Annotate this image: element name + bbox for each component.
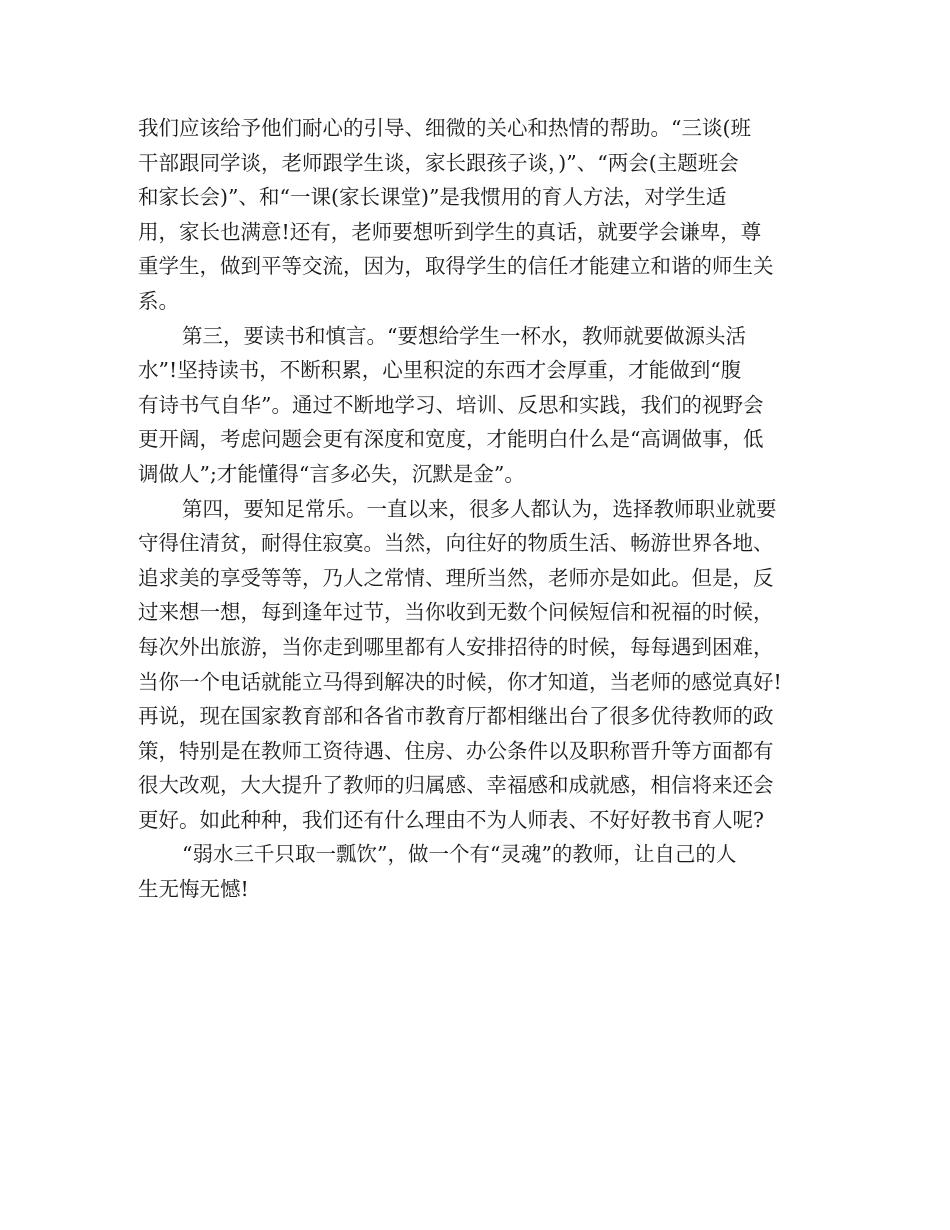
text-line: 每次外出旅游，当你走到哪里都有人安排招待的时候，每每遇到困难，	[138, 634, 774, 659]
text-line: 再说，现在国家教育部和各省市教育厅都相继出台了很多优待教师的政	[138, 704, 774, 729]
text-line: 系。	[138, 288, 179, 313]
text-line: 更好。如此种种，我们还有什么理由不为人师表、不好好教书育人呢?	[138, 807, 764, 832]
text-line: 策，特别是在教师工资待遇、住房、办公条件以及职称晋升等方面都有	[138, 738, 774, 763]
text-line: 干部跟同学谈，老师跟学生谈，家长跟孩子谈，)”、“两会(主题班会	[138, 150, 739, 175]
paragraph-start-line: “弱水三千只取一瓢饮”，做一个有“灵魂”的教师，让自己的人	[182, 842, 737, 867]
text-line: 调做人”;才能懂得“言多必失，沉默是金”。	[138, 461, 525, 486]
paragraph-start-line: 第三，要读书和慎言。“要想给学生一杯水，教师就要做源头活	[182, 323, 746, 348]
text-line: 守得住清贫，耐得住寂寞。当然，向往好的物质生活、畅游世界各地、	[138, 531, 774, 556]
text-line: 更开阔，考虑问题会更有深度和宽度，才能明白什么是“高调做事，低	[138, 427, 764, 452]
text-line: 很大改观，大大提升了教师的归属感、幸福感和成就感，相信将来还会	[138, 773, 774, 798]
paragraph-start-line: 第四，要知足常乐。一直以来，很多人都认为，选择教师职业就要	[182, 496, 777, 521]
text-line: 重学生，做到平等交流，因为，取得学生的信任才能建立和谐的师生关	[138, 254, 774, 279]
body-text	[138, 111, 818, 907]
text-line: 追求美的享受等等，乃人之常情、理所当然，老师亦是如此。但是，反	[138, 565, 774, 590]
text-line: 有诗书气自华”。通过不断地学习、培训、反思和实践，我们的视野会	[138, 392, 764, 417]
text-line: 过来想一想，每到逢年过节，当你收到无数个问候短信和祝福的时候，	[138, 600, 774, 625]
text-line: 用，家长也满意!还有，老师要想听到学生的真话，就要学会谦卑，尊	[138, 219, 762, 244]
text-line: 生无悔无憾!	[138, 877, 249, 902]
text-line: 当你一个电话就能立马得到解决的时候，你才知道，当老师的感觉真好!	[138, 669, 782, 694]
text-line: 我们应该给予他们耐心的引导、细微的关心和热情的帮助。“三谈(班	[138, 116, 751, 140]
text-line: 和家长会)”、和“一课(家长课堂)”是我惯用的育人方法，对学生适	[138, 185, 727, 210]
text-line: 水”!坚持读书，不断积累，心里积淀的东西才会厚重，才能做到“腹	[138, 358, 742, 383]
